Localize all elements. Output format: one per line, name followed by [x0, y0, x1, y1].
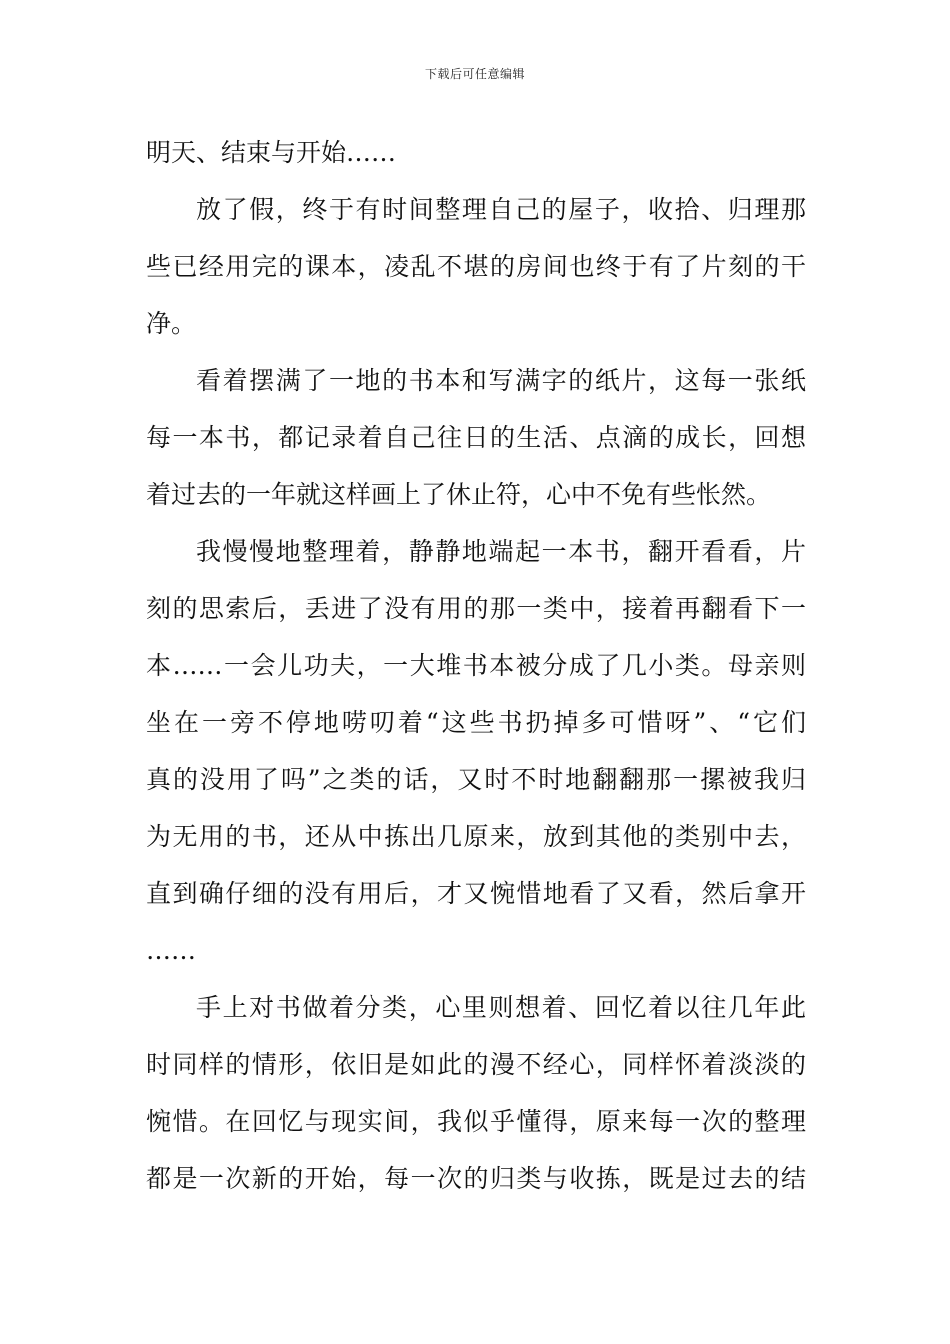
text-line: 时同样的情形，依旧是如此的漫不经心，同样怀着淡淡的 [146, 1050, 806, 1079]
text-line: 每一本书，都记录着自己往日的生活、点滴的成长，回想 [146, 423, 806, 452]
page-header-note: 下载后可任意编辑 [424, 67, 525, 81]
text-line: 直到确仔细的没有用后，才又惋惜地看了又看，然后拿开 [146, 879, 806, 908]
document-body [146, 124, 806, 1207]
text-line: 手上对书做着分类，心里则想着、回忆着以往几年此 [196, 993, 806, 1022]
text-line: 真的没用了吗”之类的话，又时不时地翻翻那一摞被我归 [146, 765, 806, 794]
text-line: …… [146, 936, 196, 965]
text-line: 些已经用完的课本，凌乱不堪的房间也终于有了片刻的干 [146, 252, 806, 281]
text-line: 净。 [146, 309, 197, 338]
text-line: 都是一次新的开始，每一次的归类与收拣，既是过去的结 [146, 1164, 806, 1193]
text-line: 着过去的一年就这样画上了休止符，心中不免有些怅然。 [146, 480, 772, 509]
text-line: 坐在一旁不停地唠叨着“这些书扔掉多可惜呀”、“它们 [146, 708, 806, 737]
text-line: 本……一会儿功夫，一大堆书本被分成了几小类。母亲则 [146, 651, 806, 680]
text-line: 看着摆满了一地的书本和写满字的纸片，这每一张纸 [196, 366, 806, 395]
text-line: 刻的思索后，丢进了没有用的那一类中，接着再翻看下一 [146, 594, 806, 623]
text-line: 为无用的书，还从中拣出几原来，放到其他的类别中去， [146, 822, 806, 851]
text-line: 我慢慢地整理着，静静地端起一本书，翻开看看，片 [196, 537, 806, 566]
text-line: 惋惜。在回忆与现实间，我似乎懂得，原来每一次的整理 [146, 1107, 806, 1136]
text-line: 明天、结束与开始…… [146, 138, 397, 167]
text-line: 放了假，终于有时间整理自己的屋子，收拾、归理那 [196, 195, 806, 224]
